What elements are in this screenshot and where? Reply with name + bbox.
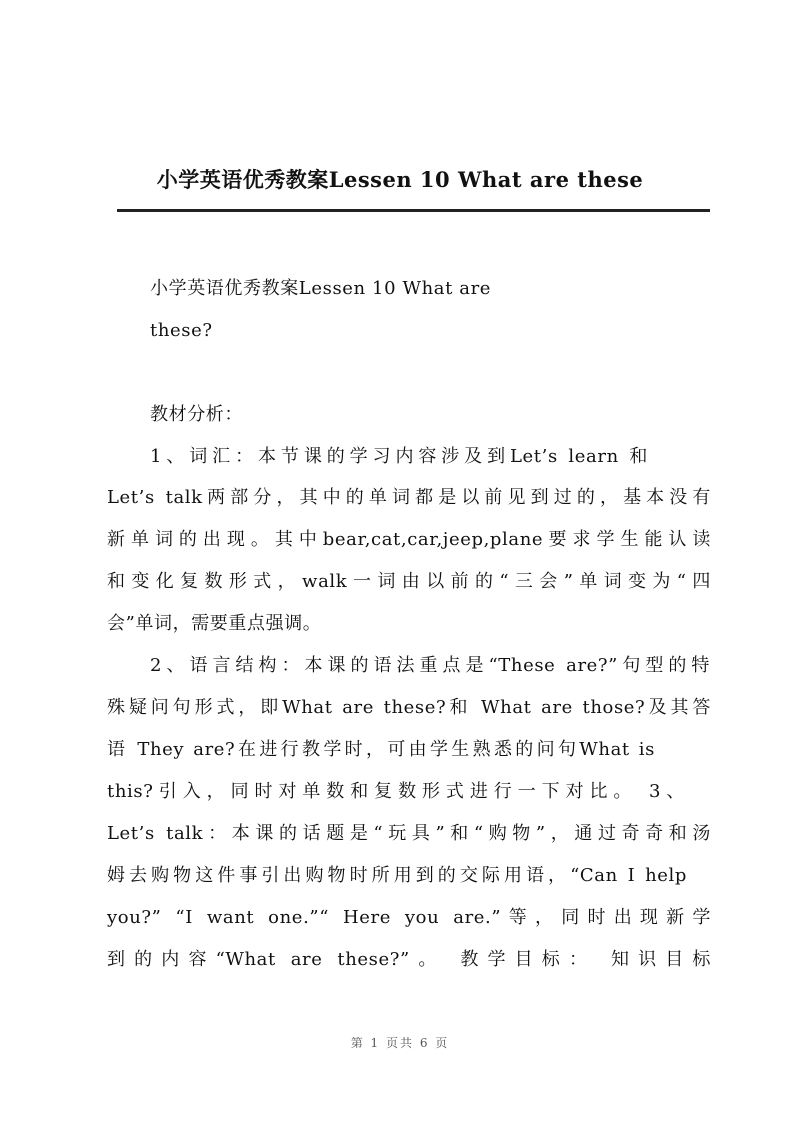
body-line: 2、语言结构：本课的语法重点是“These are?”句型的特 (150, 655, 710, 676)
subtitle-line-2: these? (150, 320, 213, 341)
body-line: 到的内容“What are these?”。 教学目标： 知识目标 (107, 949, 711, 970)
document-title: 小学英语优秀教案Lessen 10 What are these (156, 167, 644, 192)
body-line: you?” “I want one.”“ Here you are.”等，同时出现新学 (107, 907, 711, 928)
page-footer: 第 1 页共 6 页 (350, 1036, 450, 1050)
title-rule (117, 209, 710, 212)
body-line: Let’s talk两部分，其中的单词都是以前见到过的，基本没有 (107, 487, 711, 508)
body-line: 和变化复数形式，walk一词由以前的“三会”单词变为“四 (107, 571, 711, 592)
body-line: Let’s talk：本课的话题是“玩具”和“购物”，通过奇奇和汤 (107, 823, 711, 844)
body-line: 1、词汇：本节课的学习内容涉及到Let’s learn 和 (150, 446, 648, 467)
body-line: 新单词的出现。其中bear,cat,car,jeep,plane要求学生能认读 (107, 529, 711, 550)
body-line: 姆去购物这件事引出购物时所用到的交际用语，“Can I help (107, 865, 687, 886)
body-line: 语 They are?在进行教学时，可由学生熟悉的问句What is (107, 739, 655, 760)
body-line: 会”单词，需要重点强调。 (107, 613, 322, 634)
section-heading: 教材分析： (150, 404, 243, 425)
subtitle-line-1: 小学英语优秀教案Lessen 10 What are (150, 278, 492, 299)
body-line: 殊疑问句形式，即What are these?和 What are those?及其答 (107, 697, 711, 718)
body-line: this?引入，同时对单数和复数形式进行一下对比。 3、 (107, 781, 685, 802)
